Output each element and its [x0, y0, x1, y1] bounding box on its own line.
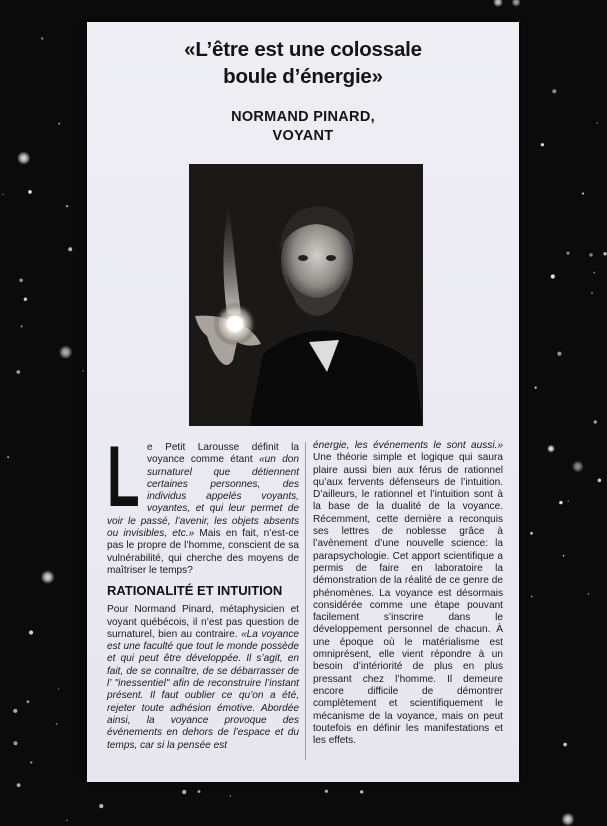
star: [530, 532, 533, 535]
star: [563, 743, 567, 747]
star: [603, 252, 606, 255]
star: [99, 804, 103, 808]
byline-line-1: NORMAND PINARD,: [231, 109, 375, 125]
star: [563, 555, 565, 557]
star: [58, 123, 60, 125]
star: [3, 194, 4, 195]
star: [30, 761, 32, 763]
star: [17, 783, 21, 787]
article-column-left: [107, 429, 299, 752]
star: [535, 387, 537, 389]
star: [559, 501, 562, 504]
paragraph-2: [107, 604, 299, 752]
star: [551, 274, 555, 278]
intro-text-2: Mais en fait, n’est-ce pas le propre de l’homme, conscient de sa vulnérabilité, qui cherche des moyens de maîtriser le temps?: [107, 528, 299, 576]
intro-paragraph: [107, 429, 299, 577]
star: [68, 247, 72, 251]
star: [83, 370, 84, 371]
star: [493, 0, 503, 7]
headline-line-2: boule d’énergie»: [223, 65, 383, 88]
star: [14, 741, 18, 745]
star: [29, 630, 33, 634]
star: [597, 122, 598, 123]
star: [19, 279, 23, 283]
star: [541, 143, 544, 146]
star: [557, 352, 561, 356]
para2-text: Pour Normand Pinard, métaphysicien et voyant québécois, il n’est pas question de surnaturel, bien au contraire.: [107, 604, 299, 640]
star: [568, 500, 569, 501]
article-column-right: [313, 440, 503, 747]
star: [561, 813, 574, 826]
drop-cap: L: [107, 429, 140, 525]
star: [17, 151, 30, 164]
star: [24, 298, 27, 301]
section-subhead: RATIONALITÉ ET INTUITION: [107, 583, 283, 599]
portrait-photo-icon: [189, 164, 423, 426]
star: [230, 795, 231, 796]
star: [41, 37, 43, 39]
star: [567, 252, 570, 255]
star: [28, 190, 32, 194]
star: [66, 205, 68, 207]
right-paragraph: [313, 440, 503, 747]
star: [7, 456, 9, 458]
headline-line-1: «L’être est une colossale: [184, 38, 422, 61]
star: [58, 688, 59, 689]
star: [552, 89, 556, 93]
star: [547, 445, 555, 453]
column-divider: [305, 442, 306, 760]
article-headline: [87, 36, 519, 90]
star: [325, 790, 328, 793]
star: [360, 790, 363, 793]
star: [594, 272, 596, 274]
star: [17, 370, 21, 374]
star: [21, 325, 23, 327]
star: [66, 820, 67, 821]
byline-line-2: VOYANT: [272, 128, 334, 144]
star: [59, 345, 73, 359]
star: [572, 461, 584, 473]
star: [591, 292, 592, 293]
star: [511, 0, 520, 7]
star: [41, 570, 55, 584]
star: [531, 596, 533, 598]
right-quote-end: énergie, les événements le sont aussi.»: [313, 440, 503, 451]
star: [13, 709, 17, 713]
star: [26, 700, 29, 703]
star: [598, 479, 602, 483]
right-text: Une théorie simple et logique qui saura plaire aussi bien aux férus de rationnel qu’aux fervents défenseurs de l’intuition. D’ailleurs, le rationnel et l’intuition sont à la base de la dualité de la voyance. Récemment, cette dernière a reconquis ses lettres de noblesse grâce à l’avènement d’une nouvelle science: la parapsychologie. Cet apport scientifique a permis de faire en laboratoire la démonstration de la réalité de ce genre de phénomènes. La voyance est désormais considérée comme une étape pouvant facilement s’inscrire dans le développement personnel de chacun. À une époque où le matérialisme est omniprésent, elle vient répondre à un besoin d’intériorité de plus en plus pressant chez l’homme. Il demeure encore difficile de démontrer complètement et scientifiquement le mécanisme de la voyance, mais on peut toutefois en définir les manifestations et les effets.: [313, 452, 503, 747]
intro-text-1: e Petit Larousse définit la voyance comme étant: [147, 442, 299, 466]
article-byline: [87, 108, 519, 146]
star: [582, 192, 584, 194]
star: [594, 420, 597, 423]
para2-quote: «La voyance est une faculté que tout le monde possède et qui peut être développée. Il s’agit, en fait, de se connaître, de se débarrasser de l’ "inessentiel" afin de reconstruire l’instant présent. Il faut oublier ce qu’on a été, rejeter toute adhésion émotive. Abordée ainsi, la voyance provoque des événements en dehors de l’espace et du temps, car si la pensée est: [107, 628, 299, 751]
star: [198, 790, 201, 793]
article-panel: [87, 22, 519, 782]
intro-quote: «un don surnaturel que détiennent certaines personnes, des individus appelés voyants, voyantes, et qui leur permet de voir le passé, l’avenir, les objets absents ou invisibles, etc.»: [107, 454, 299, 540]
star: [589, 253, 592, 256]
star: [56, 723, 58, 725]
star: [182, 790, 186, 794]
star: [588, 593, 590, 595]
